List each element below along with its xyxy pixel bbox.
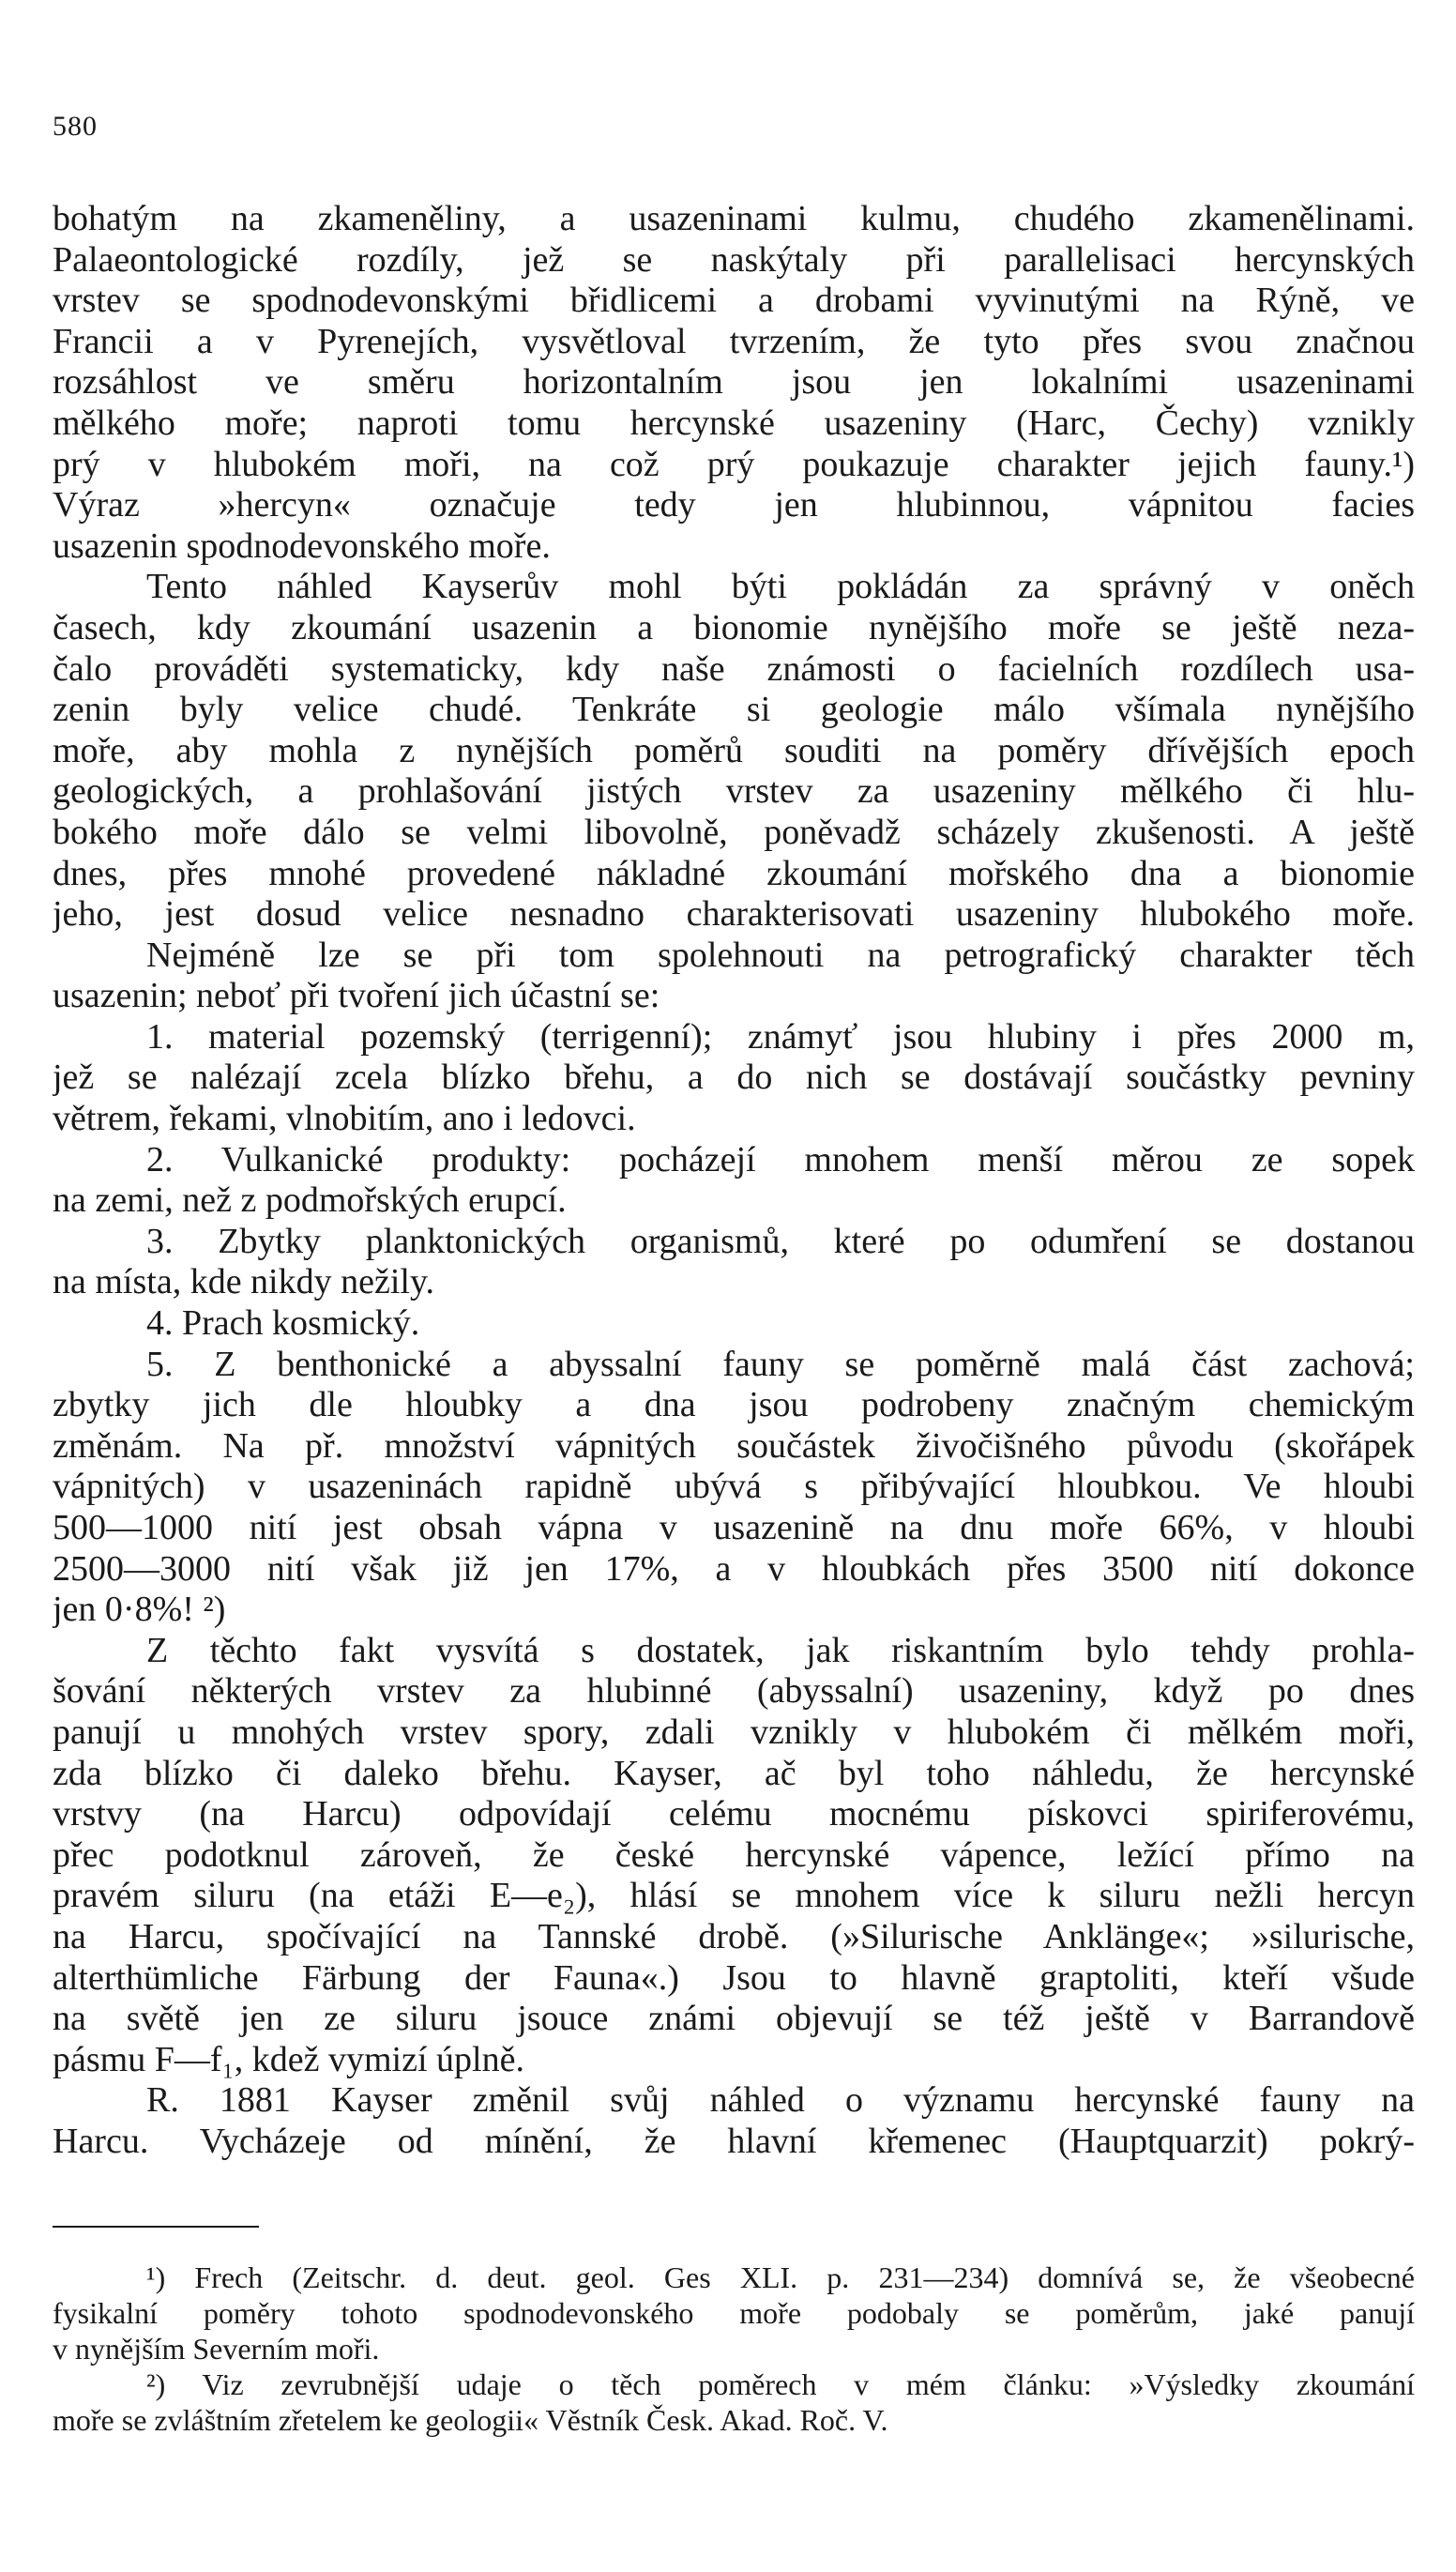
- text-line: na Harcu, spočívající na Tannské drobě. (»Silurische Anklänge«; »silurische,: [53, 1916, 1415, 1956]
- text-line: zda blízko či daleko břehu. Kayser, ač byl toho náhledu, že hercynské: [53, 1753, 1415, 1793]
- text-line: Z těchto fakt vysvítá s dostatek, jak riskantním bylo tehdy prohla-: [146, 1630, 1415, 1670]
- text-line: dnes, přes mnohé provedené nákladné zkoumání mořského dna a bionomie: [53, 853, 1415, 893]
- footnote-line: ¹) Frech (Zeitschr. d. deut. geol. Ges XLI. p. 231—234) domnívá se, že všeobecné: [146, 2260, 1415, 2294]
- body-text: [53, 199, 1415, 2163]
- footnote-line: ²) Viz zevrubnější udaje o těch poměrech v mém článku: »Výsledky zkoumání: [146, 2367, 1415, 2401]
- text-line: moře, aby mohla z nynějších poměrů souditi na poměry dřívějších epoch: [53, 730, 1415, 770]
- text-line: změnám. Na př. množství vápnitých součástek živočišného původu (skořápek: [53, 1425, 1415, 1466]
- text-line: zbytky jich dle hloubky a dna jsou podrobeny značným chemickým: [53, 1385, 1415, 1425]
- text-line: 1. material pozemský (terrigenní); známyť jsou hlubiny i přes 2000 m,: [146, 1016, 1415, 1057]
- text-line: Francii a v Pyrenejích, vysvětloval tvrzením, že tyto přes svou značnou: [53, 321, 1415, 361]
- text-line: vápnitých) v usazeninách rapidně ubývá s přibývající hloubkou. Ve hloubi: [53, 1467, 1415, 1507]
- text-line: na světě jen ze siluru jsouce známi objevují se též ještě v Barrandově: [53, 1999, 1415, 2039]
- footnote-line: moře se zvláštním zřetelem ke geologii« Věstník Česk. Akad. Roč. V.: [53, 2403, 888, 2437]
- text-line: šování některých vrstev za hlubinné (abyssalní) usazeniny, když po dnes: [53, 1671, 1415, 1712]
- text-line: na místa, kde nikdy nežily.: [53, 1262, 434, 1302]
- text-line: prý v hlubokém moři, na což prý poukazuje charakter jejich fauny.¹): [53, 444, 1415, 484]
- footnote-line: v nynějším Severním moři.: [53, 2332, 380, 2366]
- text-line: jež se nalézají zcela blízko břehu, a do nich se dostávají součástky pevniny: [53, 1058, 1415, 1098]
- text-line: přec podotknul zároveň, že české hercynské vápence, ležící přímo na: [53, 1834, 1415, 1875]
- text-line: panují u mnohých vrstev spory, zdali vznikly v hlubokém či mělkém moři,: [53, 1712, 1415, 1752]
- text-line: jeho, jest dosud velice nesnadno charakterisovati usazeniny hlubokého moře.: [53, 894, 1415, 935]
- text-line: větrem, řekami, vlnobitím, ano i ledovci.: [53, 1099, 636, 1139]
- footnotes: [53, 2260, 1415, 2438]
- text-line: časech, kdy zkoumání usazenin a bionomie nynějšího moře se ještě neza-: [53, 607, 1415, 647]
- text-line: bokého moře dálo se velmi libovolně, poněvadž scházely zkušenosti. A ještě: [53, 812, 1415, 852]
- text-line: usazenin; neboť při tvoření jich účastní se:: [53, 976, 660, 1016]
- text-line: Palaeontologické rozdíly, jež se naskýtaly při parallelisaci hercynských: [53, 239, 1415, 280]
- text-line: pravém siluru (na etáži E—e₂), hlásí se mnohem více k siluru nežli hercyn: [53, 1876, 1415, 1916]
- text-line: zenin byly velice chudé. Tenkráte si geologie málo všímala nynějšího: [53, 690, 1415, 730]
- text-line: rozsáhlost ve směru horizontalním jsou jen lokalními usazeninami: [53, 362, 1415, 403]
- page-number: 580: [53, 111, 98, 142]
- footnote-line: fysikalní poměry tohoto spodnodevonského moře podobaly se poměrům, jaké panují: [53, 2296, 1415, 2330]
- text-line: alterthümliche Färbung der Fauna«.) Jsou to hlavně graptoliti, kteří všude: [53, 1957, 1415, 1998]
- text-line: 500—1000 nití jest obsah vápna v usazenině na dnu moře 66%, v hloubi: [53, 1508, 1415, 1547]
- text-line: 3. Zbytky planktonických organismů, které po odumření se dostanou: [146, 1221, 1415, 1261]
- text-line: R. 1881 Kayser změnil svůj náhled o významu hercynské fauny na: [146, 2080, 1415, 2121]
- text-line: jen 0·8%! ²): [53, 1590, 226, 1630]
- text-line: čalo prováděti systematicky, kdy naše známosti o facielních rozdílech usa-: [53, 648, 1415, 689]
- text-line: mělkého moře; naproti tomu hercynské usazeniny (Harc, Čechy) vznikly: [53, 403, 1415, 443]
- text-line: geologických, a prohlašování jistých vrstev za usazeniny mělkého či hlu-: [53, 771, 1415, 812]
- text-line: Výraz »hercyn« označuje tedy jen hlubinnou, vápnitou facies: [53, 485, 1415, 525]
- text-line: vrstvy (na Harcu) odpovídají celému mocnému pískovci spiriferovému,: [53, 1794, 1415, 1834]
- text-line: 2500—3000 nití však již jen 17%, a v hloubkách přes 3500 nití dokonce: [53, 1548, 1415, 1589]
- text-line: bohatým na zkameněliny, a usazeninami kulmu, chudého zkamenělinami.: [53, 199, 1415, 238]
- text-line: pásmu F—f₁, kdež vymizí úplně.: [53, 2039, 524, 2079]
- text-line: Harcu. Vycházeje od mínění, že hlavní křemenec (Hauptquarzit) pokrý-: [53, 2121, 1415, 2161]
- text-line: usazenin spodnodevonského moře.: [53, 525, 551, 566]
- text-line: vrstev se spodnodevonskými břidlicemi a drobami vyvinutými na Rýně, ve: [53, 281, 1415, 321]
- text-line: na zemi, než z podmořských erupcí.: [53, 1180, 567, 1221]
- text-line: 4. Prach kosmický.: [146, 1303, 420, 1344]
- text-line: 2. Vulkanické produkty: pocházejí mnohem menší měrou ze sopek: [146, 1139, 1415, 1179]
- text-line: Tento náhled Kayserův mohl býti pokládán za správný v oněch: [146, 567, 1415, 607]
- footnote-divider: [53, 2226, 259, 2228]
- text-line: 5. Z benthonické a abyssalní fauny se poměrně malá část zachová;: [146, 1344, 1415, 1384]
- text-line: Nejméně lze se při tom spolehnouti na petrografický charakter těch: [146, 935, 1415, 975]
